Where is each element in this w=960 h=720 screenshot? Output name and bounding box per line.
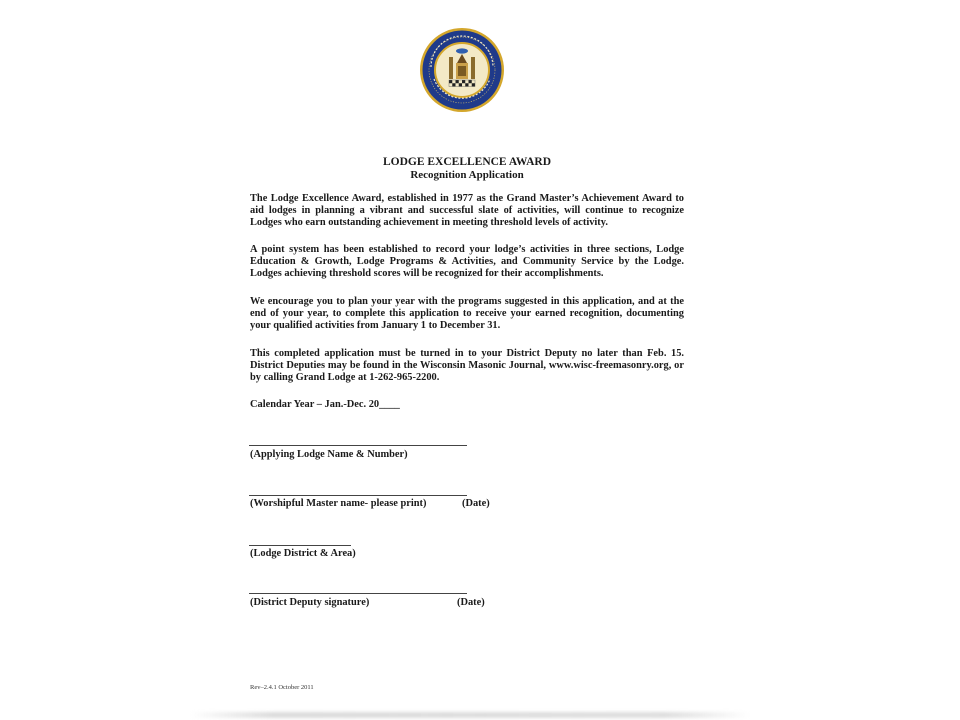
- encouragement-paragraph: We encourage you to plan your year with the programs suggested in this application, and at the end of your year, to complete this application to receive your earned recognition, documenting your qualified activities from January 1 to December 31.: [250, 296, 684, 331]
- deputy-date-label: (Date): [457, 597, 485, 608]
- lodge-name-line: [249, 445, 467, 446]
- document-title: LODGE EXCELLENCE AWARD: [382, 156, 552, 168]
- lodge-name-label: (Applying Lodge Name & Number): [250, 449, 408, 460]
- scan-edge-artifact: [190, 712, 750, 718]
- submission-paragraph: This completed application must be turned in to your District Deputy no later than Feb. 15. District Deputies may be found in the Wisconsin Masonic Journal, www.wisc-freemasonry.org, or by calling Grand Lodge at 1-262-965-2200.: [250, 348, 684, 383]
- deputy-signature-label: (District Deputy signature): [250, 597, 370, 608]
- intro-paragraph: The Lodge Excellence Award, established in 1977 as the Grand Master’s Achievement Award to aid lodges in planning a vibrant and successful slate of activities, will continue to recognize Lodges who earn outstanding achievement in meeting threshold levels of activity.: [250, 193, 684, 228]
- master-name-label: (Worshipful Master name- please print): [250, 498, 427, 509]
- master-name-line: [249, 495, 467, 496]
- document-subtitle: Recognition Application: [410, 169, 524, 181]
- calendar-year-field: Calendar Year – Jan.-Dec. 20____: [250, 399, 400, 410]
- deputy-signature-line: [249, 593, 467, 594]
- grand-lodge-seal-icon: [419, 27, 505, 113]
- master-date-label: (Date): [462, 498, 490, 509]
- revision-note: Rev–2.4.1 October 2011: [250, 684, 314, 691]
- point-system-paragraph: A point system has been established to record your lodge’s activities in three sections, Lodge Education & Growth, Lodge Programs & Activities, and Community Service by the Lodge. Lodges achieving threshold scores will be recognized for their accomplishments.: [250, 244, 684, 279]
- district-line: [249, 545, 351, 546]
- district-label: (Lodge District & Area): [250, 548, 356, 559]
